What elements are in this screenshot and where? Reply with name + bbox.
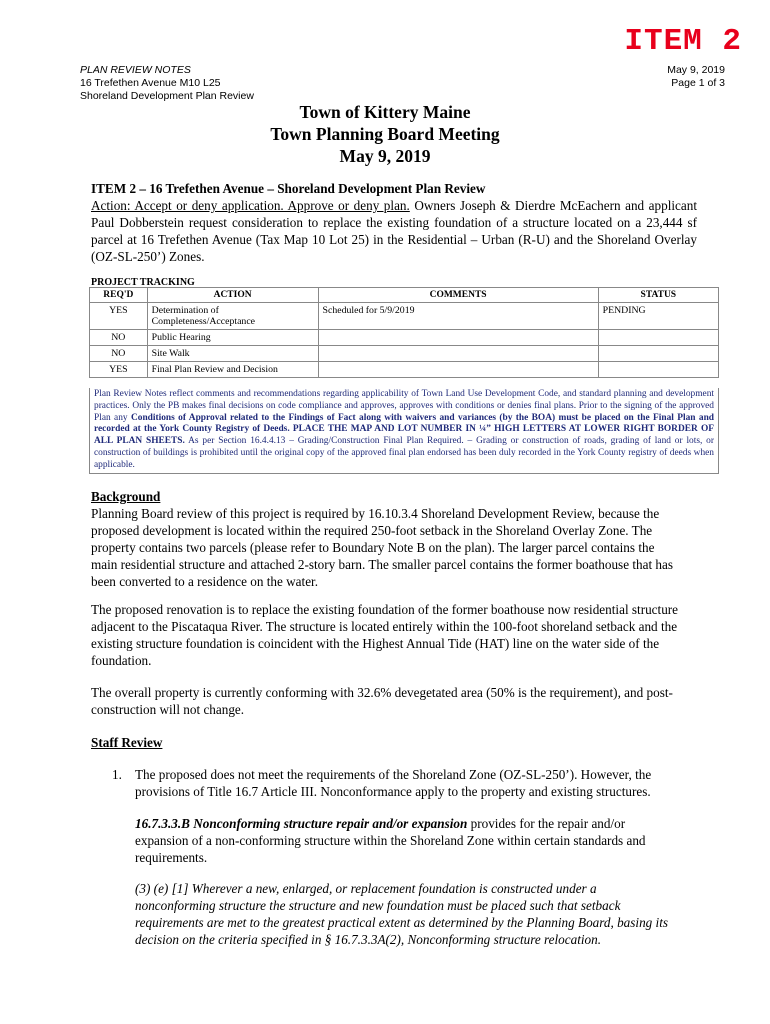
notes-conditions: Conditions of Approval related to the Findings of Fact along with waivers and variances (by the BOA) must be placed on the Final Plan and recorded at the York County Registry of Deeds. PLACE THE MAP AND LOT NUMBER IN ¼” HIGH LETTERS AT LOWER RIGHT BORDER OF ALL PLAN SHEETS. — [94, 412, 714, 447]
row-reqd: NO — [90, 330, 148, 346]
row-comments — [318, 346, 598, 362]
col-status: STATUS — [598, 288, 718, 303]
item-stamp: ITEM 2 — [624, 24, 742, 59]
row-reqd: YES — [90, 303, 148, 330]
section-reference: 16.7.3.3.B Nonconforming structure repair and/or expansion — [135, 816, 468, 831]
header-right — [667, 64, 725, 90]
table-row — [90, 330, 719, 346]
row-reqd: YES — [90, 362, 148, 378]
col-reqd: REQ'D — [90, 288, 148, 303]
staff-review-title: Staff Review — [91, 735, 163, 750]
row-comments — [318, 362, 598, 378]
header-doc-type: PLAN REVIEW NOTES — [80, 64, 191, 76]
background-section — [91, 488, 681, 590]
header-date: May 9, 2019 — [667, 64, 725, 76]
col-comments: COMMENTS — [318, 288, 598, 303]
background-paragraph-2 — [91, 601, 681, 669]
row-action: Site Walk — [147, 346, 318, 362]
row-status: PENDING — [598, 303, 718, 330]
staff-review-title-block — [91, 734, 681, 751]
item-heading: ITEM 2 – 16 Trefethen Avenue – Shoreland Development Plan Review — [91, 181, 486, 196]
staff-item-text: The proposed does not meet the requirements of the Shoreland Zone (OZ-SL-250’). However, the provisions of Title 16.7 Article III. Nonconformance apply to the property and existing structures. — [135, 767, 652, 799]
plan-review-notes — [89, 388, 719, 474]
header-page: Page 1 of 3 — [671, 77, 725, 89]
background-paragraph-3 — [91, 684, 681, 718]
row-action: Public Hearing — [147, 330, 318, 346]
item-heading-block — [91, 180, 697, 265]
action-label: Action: Accept or deny application. Approve or deny plan. — [91, 198, 410, 213]
paragraph-text: The overall property is currently conforming with 32.6% devegetated area (50% is the requirement), and post-construction will not change. — [91, 685, 673, 717]
header-review-type: Shoreland Development Plan Review — [80, 90, 254, 102]
staff-subitem-1 — [135, 815, 680, 866]
row-comments — [318, 330, 598, 346]
background-paragraph-1: Planning Board review of this project is required by 16.10.3.4 Shoreland Development Review, because the proposed development is located within the required 250-foot setback in the Shoreland Overlay Zone. The property contains two parcels (please refer to Boundary Note B on the plan). The larger parcel contains the main residential structure and attached 2-story barn. The smaller parcel contains the former boathouse that has been converted to a residence on the water. — [91, 506, 673, 589]
paragraph-text: The proposed renovation is to replace the existing foundation of the former boathouse now residential structure adjacent to the Piscataqua River. The structure is located entirely within the 100-foot shoreland setback and the existing structure foundation is coincident with the Highest Annual Tide (HAT) line on the water side of the foundation. — [91, 602, 679, 668]
staff-item-1 — [112, 766, 682, 800]
background-title: Background — [91, 489, 161, 504]
section-description: provides for the repair and/or expansion of a non-conforming structure within the Shoreland Zone within certain standards and requirements. — [135, 816, 646, 865]
row-action: Final Plan Review and Decision — [147, 362, 318, 378]
tracking-table — [89, 287, 719, 378]
col-action: ACTION — [147, 288, 318, 303]
notes-intro: Plan Review Notes reflect comments and recommendations regarding applicability of Town Land Use Development Code, and standard planning and development practices. Only the PB makes final decisions on code compliance and approves, approves with conditions or denies final plans. Prior to the signing of the approved Plan any — [94, 389, 714, 423]
header-address: 16 Trefethen Avenue M10 L25 — [80, 77, 221, 89]
tracking-title: PROJECT TRACKING — [91, 277, 195, 288]
tracking-header-row — [90, 288, 719, 303]
row-status — [598, 346, 718, 362]
title-meeting: Town Planning Board Meeting — [270, 124, 500, 144]
row-reqd: NO — [90, 346, 148, 362]
row-comments: Scheduled for 5/9/2019 — [318, 303, 598, 330]
title-town: Town of Kittery Maine — [299, 102, 471, 122]
table-row — [90, 346, 719, 362]
title-date: May 9, 2019 — [339, 146, 431, 166]
notes-tail: As per Section 16.4.4.13 – Grading/Construction Final Plan Required. – Grading or construction of roads, grading of land or lots, or construction of buildings is prohibited until the original copy of the approved final plan endorsed has been duly recorded in the York County registry of deeds when applicable. — [94, 436, 714, 470]
table-row — [90, 303, 719, 330]
document-title — [0, 101, 770, 167]
staff-subitem-2: (3) (e) [1] Wherever a new, enlarged, or replacement foundation is constructed under a nonconforming structure the structure and new foundation must be placed such that setback requirements are met to the greatest practical extent as determined by the Planning Board, basing its decision on the criteria specified in § 16.7.3.3A(2), Nonconforming structure relocation. — [135, 881, 669, 947]
item-description: Owners Joseph & Dierdre McEachern and applicant Paul Dobberstein request consideration to replace the existing foundation of a structure located on a 23,444 sf parcel at 16 Trefethen Avenue (Tax Map 10 Lot 25) in the Residential – Urban (R-U) and the Shoreland Overlay (OZ-SL-250’) Zones. — [91, 198, 697, 264]
header-left — [80, 64, 254, 103]
row-status — [598, 362, 718, 378]
row-status — [598, 330, 718, 346]
staff-item-number: 1. — [112, 767, 122, 782]
table-row — [90, 362, 719, 378]
row-action: Determination of Completeness/Acceptance — [147, 303, 318, 330]
